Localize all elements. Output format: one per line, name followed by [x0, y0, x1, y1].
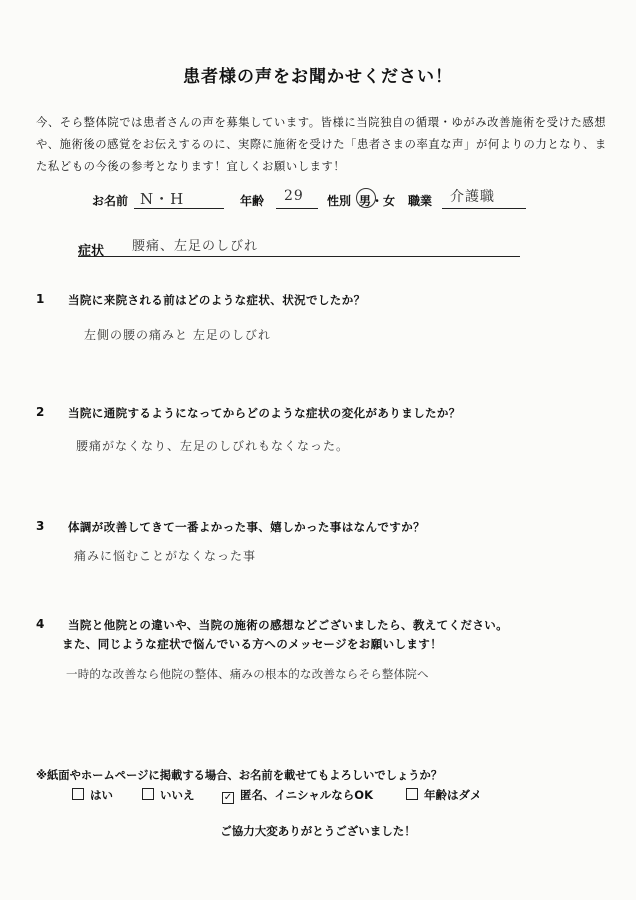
consent-option-anonymous[interactable]	[222, 787, 373, 804]
checkbox-checked-icon[interactable]: ✓	[223, 792, 233, 803]
name-label: お名前	[92, 194, 129, 208]
option-label: 年齢はダメ	[424, 788, 482, 802]
page-title: 患者様の声をお聞かせください！	[183, 67, 453, 87]
checkbox-icon[interactable]	[142, 788, 154, 800]
answer-text[interactable]: 左側の腰の痛みと 左足のしびれ	[84, 328, 271, 342]
answer-text[interactable]: 一時的な改善なら他院の整体、痛みの根本的な改善ならそら整体院へ	[66, 667, 429, 681]
thanks-text: ご協力大変ありがとうございました！	[220, 824, 416, 838]
option-label: 匿名、イニシャルならOK	[240, 788, 373, 802]
question-number: 4	[36, 617, 45, 631]
option-label: はい	[90, 788, 113, 802]
answer-text[interactable]: 痛みに悩むことがなくなった事	[74, 549, 257, 563]
question-number: 3	[36, 519, 45, 533]
question-number: 2	[36, 405, 45, 419]
job-underline	[442, 208, 526, 209]
intro-text: 今、そら整体院では患者さんの声を募集しています。皆様に当院独自の循環・ゆがみ改善施術を受けた感想や、施術後の感覚をお伝えするのに、実際に施術を受けた「患者さまの率直な声」が何よりの力となり、また私どもの今後の参考となります！宜しくお願いします！	[36, 116, 607, 173]
consent-option-no-age[interactable]	[406, 787, 482, 803]
option-label: いいえ	[160, 788, 195, 802]
age-underline	[276, 208, 318, 209]
checkbox-icon[interactable]	[72, 788, 84, 800]
consent-option-no[interactable]	[142, 787, 195, 803]
question-text: 当院と他院との違いや、当院の施術の感想などございましたら、教えてください。	[68, 618, 509, 632]
answer-text[interactable]: 腰痛がなくなり、左足のしびれもなくなった。	[76, 439, 350, 453]
question-text: 体調が改善してきて一番よかった事、嬉しかった事はなんですか？	[68, 520, 425, 534]
gender-selected-circle	[356, 188, 376, 208]
name-value[interactable]: N・H	[140, 190, 185, 208]
age-value[interactable]: 29	[284, 188, 304, 204]
gender-options[interactable]: 男・女	[359, 194, 396, 208]
symptom-underline	[78, 256, 520, 257]
job-label: 職業	[408, 194, 433, 208]
question-text-line2: また、同じような症状で悩んでいる方へのメッセージをお願いします！	[62, 637, 443, 651]
gender-label: 性別	[327, 194, 352, 208]
question-text: 当院に通院するようになってからどのような症状の変化がありましたか？	[68, 406, 461, 420]
symptom-label: 症状	[78, 244, 105, 259]
consent-option-yes[interactable]	[72, 787, 113, 803]
question-text: 当院に来院される前はどのような症状、状況でしたか？	[68, 293, 366, 307]
question-number: 1	[36, 292, 45, 306]
age-label: 年齢	[240, 194, 265, 208]
job-value[interactable]: 介護職	[450, 189, 495, 205]
consent-question: ※紙面やホームページに掲載する場合、お名前を載せてもよろしいでしょうか？	[36, 769, 443, 782]
symptom-value[interactable]: 腰痛、左足のしびれ	[132, 239, 259, 254]
checkbox-icon[interactable]	[406, 788, 418, 800]
